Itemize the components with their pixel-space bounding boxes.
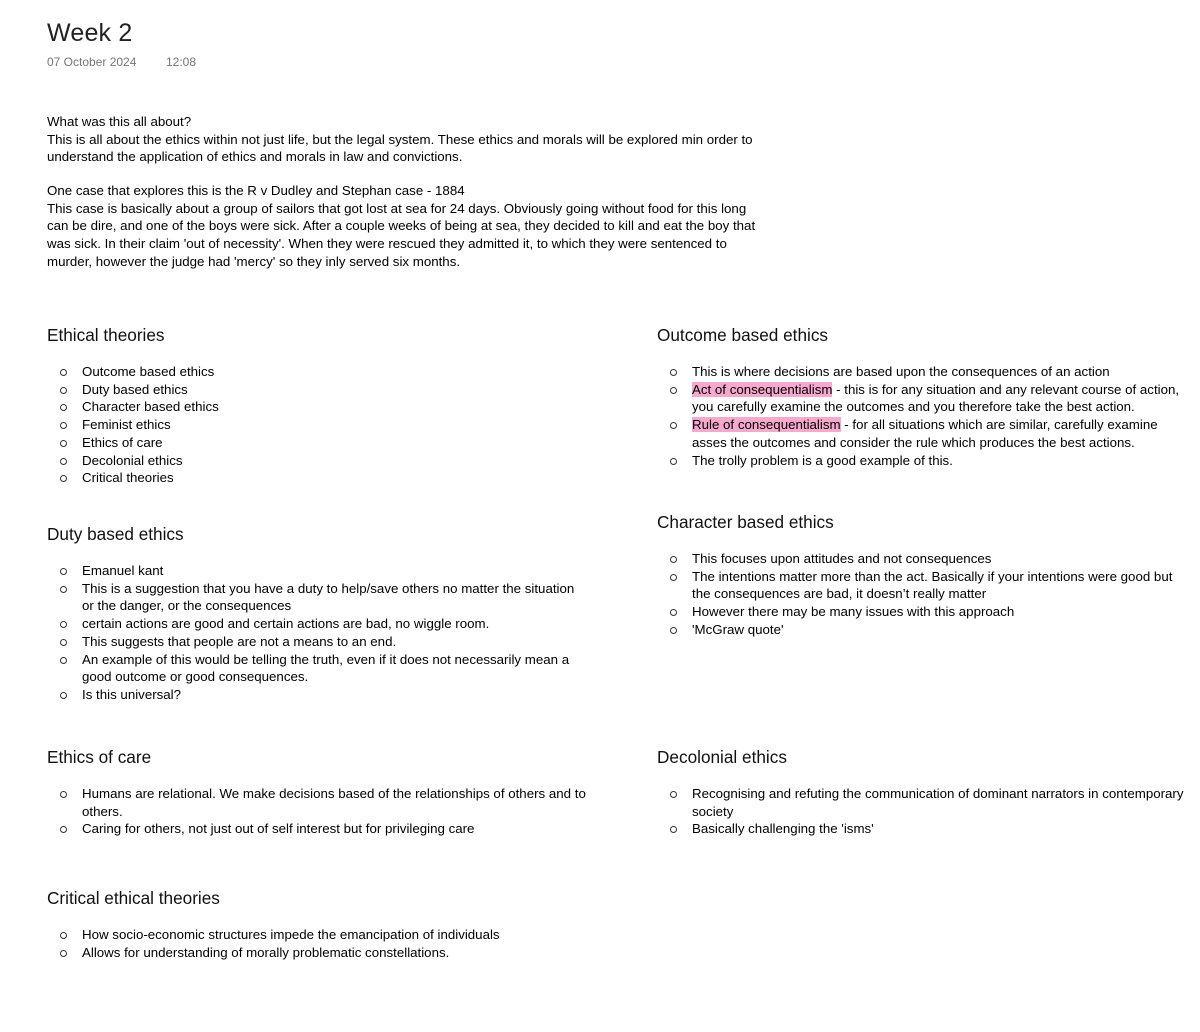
list-item: The trolly problem is a good example of this. [657, 452, 1192, 470]
list-item: This is where decisions are based upon the consequences of an action [657, 363, 1192, 381]
outcome-list [657, 363, 1192, 469]
highlighted-term: Act of consequentialism [692, 381, 833, 397]
list-item: How socio-economic structures impede the emancipation of individuals [47, 926, 587, 944]
list-item: Recognising and refuting the communication of dominant narrators in contemporary society [657, 785, 1192, 820]
list-item: Critical theories [47, 469, 587, 487]
list-item: Allows for understanding of morally problematic constellations. [47, 944, 587, 962]
list-item: Feminist ethics [47, 416, 587, 434]
list-item: This focuses upon attitudes and not consequences [657, 550, 1192, 568]
list-item: Decolonial ethics [47, 452, 587, 470]
case-text: This case is basically about a group of sailors that got lost at sea for 24 days. Obviously going without food for this long can be dire, and one of the boys were sick. After a couple weeks of being at sea, they decided to kill and eat the boy that was sick. In their claim 'out of necessity'. When they were rescued they admitted it, to which they were sentenced to murder, however the judge had 'mercy' so they inly served six months. [47, 200, 756, 269]
care-list [47, 785, 587, 838]
intro-question: What was this all about? [47, 114, 192, 129]
outcome-heading: Outcome based ethics [657, 325, 829, 345]
list-item: Emanuel kant [47, 562, 587, 580]
list-item [657, 416, 1192, 451]
list-item-text: - this is for any situation and any relevant course of action, you carefully examine the outcomes and you therefore take the best action. [692, 381, 1180, 415]
page-date: 07 October 2024 [47, 55, 137, 69]
list-item: An example of this would be telling the truth, even if it does not necessarily mean a good outcome or good consequences. [47, 651, 587, 686]
list-item-text: - for all situations which are similar, carefully examine asses the outcomes and consider the rule which produces the best actions. [692, 417, 1158, 450]
critical-list [47, 926, 587, 961]
ethical-theories-list [47, 363, 587, 487]
highlighted-term: Rule of consequentialism [692, 417, 841, 433]
list-item: Humans are relational. We make decisions based of the relationships of others and to others. [47, 785, 587, 820]
list-item: However there may be many issues with this approach [657, 603, 1192, 621]
list-item: The intentions matter more than the act. Basically if your intentions were good but the consequences are bad, it doesn’t really matter [657, 568, 1192, 603]
critical-heading: Critical ethical theories [47, 888, 220, 908]
list-item [657, 381, 1192, 416]
page-time: 12:08 [166, 55, 197, 69]
case-paragraph [47, 182, 767, 271]
case-heading-line: One case that explores this is the R v Dudley and Stephan case - 1884 [47, 183, 465, 198]
list-item: This suggests that people are not a means to an end. [47, 633, 587, 651]
list-item: 'McGraw quote' [657, 621, 1192, 639]
ethical-theories-heading: Ethical theories [47, 325, 165, 345]
intro-text: This is all about the ethics within not just life, but the legal system. These ethics and morals will be explored min order to understand the application of ethics and morals in law and convictions. [47, 131, 753, 165]
list-item: Duty based ethics [47, 381, 587, 399]
character-list [657, 550, 1192, 639]
duty-heading: Duty based ethics [47, 524, 184, 544]
list-item: Outcome based ethics [47, 363, 587, 381]
character-heading: Character based ethics [657, 512, 834, 532]
duty-list [47, 562, 587, 704]
list-item: certain actions are good and certain actions are bad, no wiggle room. [47, 615, 587, 633]
list-item: This is a suggestion that you have a duty to help/save others no matter the situation or the danger, or the consequences [47, 580, 587, 615]
intro-paragraph [47, 113, 767, 166]
list-item: Is this universal? [47, 686, 587, 704]
decolonial-list [657, 785, 1192, 838]
care-heading: Ethics of care [47, 747, 152, 767]
list-item: Character based ethics [47, 398, 587, 416]
page-title: Week 2 [47, 19, 133, 47]
decolonial-heading: Decolonial ethics [657, 747, 787, 767]
list-item: Caring for others, not just out of self interest but for privileging care [47, 820, 587, 838]
list-item: Ethics of care [47, 434, 587, 452]
list-item: Basically challenging the 'isms' [657, 820, 1192, 838]
